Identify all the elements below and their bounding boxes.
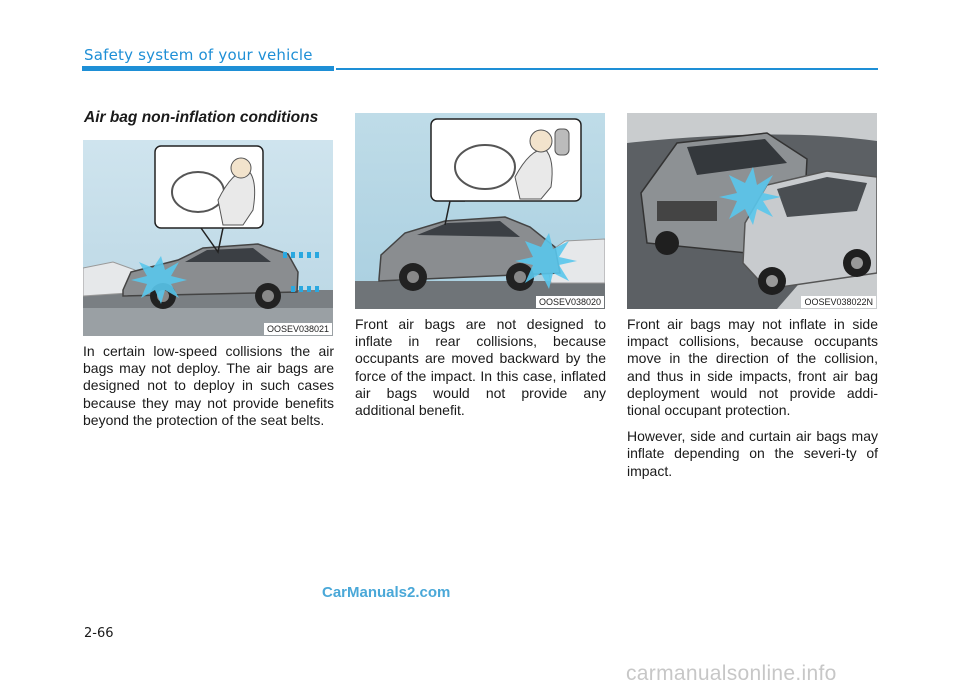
body-text-column-1 (83, 343, 334, 438)
header-rule (336, 68, 878, 70)
figure-low-speed-collision (83, 140, 333, 336)
body-text-column-2 (355, 316, 606, 428)
figure-code: OOSEV038021 (264, 323, 332, 335)
figure-rear-collision (355, 113, 605, 309)
figure-code: OOSEV038020 (536, 296, 604, 308)
body-text-column-3 (627, 316, 878, 489)
section-heading: Air bag non-inflation conditions (84, 109, 319, 126)
side-impact-illustration-icon (627, 113, 877, 309)
footer-site-watermark: carmanualsonline.info (626, 662, 837, 685)
figure-code: OOSEV038022N (801, 296, 876, 308)
section-header-title: Safety system of your vehicle (84, 46, 313, 64)
rear-impact-illustration-icon (355, 113, 605, 309)
page-number: 2-66 (84, 626, 114, 641)
paragraph: Front air bags may not inflate in side impact collisions, because occupants move in the direction of the collision, and thus in side impacts, front air bag deployment would not provide addi-tional occupant protection. (627, 316, 878, 419)
paragraph: In certain low-speed collisions the air bags may not deploy. The air bags are designed not to deploy in such cases because they may not provide benefits beyond the protection of the seat belts. (83, 343, 334, 428)
rear-collision-illustration-icon (83, 140, 333, 336)
figure-side-impact (627, 113, 877, 309)
paragraph: Front air bags are not designed to inflate in rear collisions, because occupants are moved backward by the force of the impact. In this case, inflated air bags would not provide any additional benefit. (355, 316, 606, 419)
header-accent-bar (82, 66, 334, 71)
watermark-link[interactable]: CarManuals2.com (322, 584, 451, 601)
paragraph: However, side and curtain air bags may inflate depending on the severi-ty of impact. (627, 428, 878, 479)
